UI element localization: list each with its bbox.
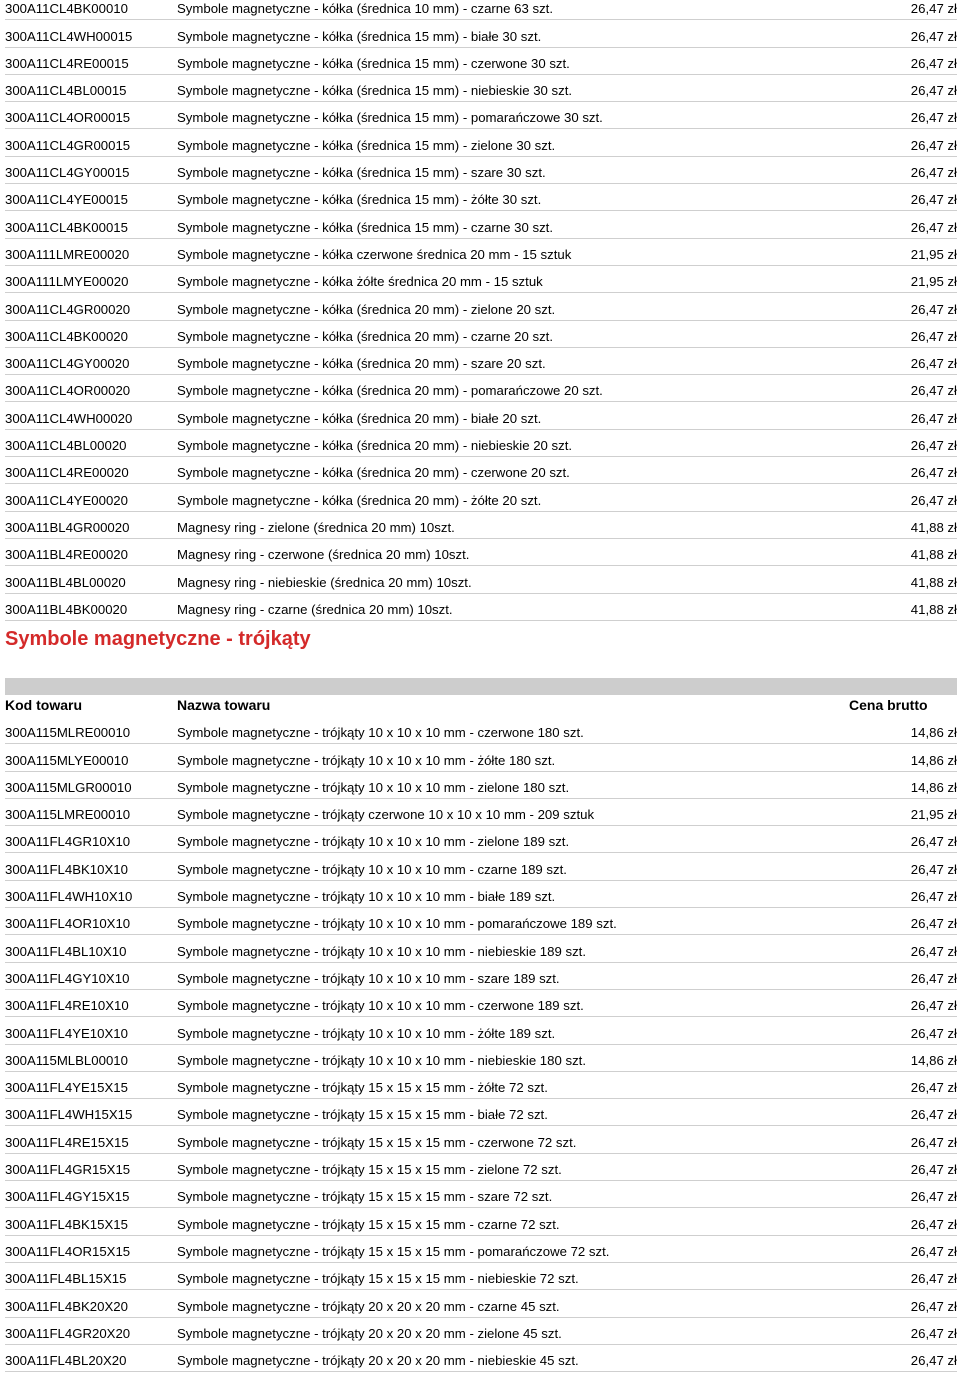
table-row	[5, 157, 957, 184]
product-name: Symbole magnetyczne - trójkąty 10 x 10 x 10 mm - czarne 189 szt.	[177, 861, 567, 877]
product-name: Symbole magnetyczne - kółka (średnica 20 mm) - zielone 20 szt.	[177, 301, 556, 317]
product-price: 21,95 zł	[910, 274, 957, 290]
product-price: 26,47 zł	[910, 1162, 957, 1178]
product-name: Symbole magnetyczne - trójkąty 15 x 15 x 15 mm - białe 72 szt.	[177, 1107, 548, 1123]
product-price: 26,47 zł	[910, 192, 957, 208]
product-name: Symbole magnetyczne - kółka (średnica 15 mm) - czarne 30 szt.	[177, 219, 553, 235]
table-row	[5, 1290, 957, 1317]
product-code: 300A111LMYE00020	[5, 274, 129, 290]
table-row	[5, 935, 957, 962]
product-price: 26,47 zł	[910, 301, 957, 317]
table-row	[5, 402, 957, 429]
product-code: 300A11CL4BL00015	[5, 83, 127, 99]
product-code: 300A11CL4BK00010	[5, 1, 128, 17]
product-code: 300A11FL4RE15X15	[5, 1134, 129, 1150]
product-price: 26,47 zł	[910, 219, 957, 235]
product-price: 14,86 zł	[910, 752, 957, 768]
product-price: 26,47 zł	[910, 492, 957, 508]
table-row	[5, 1208, 957, 1235]
table-row	[5, 908, 957, 935]
product-name: Symbole magnetyczne - trójkąty 15 x 15 x 15 mm - pomarańczowe 72 szt.	[177, 1243, 610, 1259]
product-name: Symbole magnetyczne - kółka (średnica 15 mm) - szare 30 szt.	[177, 165, 546, 181]
product-name: Symbole magnetyczne - kółka (średnica 15 mm) - białe 30 szt.	[177, 28, 542, 44]
table-row	[5, 772, 957, 799]
table-row	[5, 1045, 957, 1072]
product-price: 41,88 zł	[910, 574, 957, 590]
product-price: 26,47 zł	[910, 1271, 957, 1287]
product-code: 300A11CL4GY00015	[5, 165, 130, 181]
product-price: 26,47 zł	[910, 83, 957, 99]
table-row	[5, 239, 957, 266]
product-name: Symbole magnetyczne - kółka (średnica 15 mm) - żółte 30 szt.	[177, 192, 542, 208]
table-row	[5, 102, 957, 129]
product-name: Symbole magnetyczne - trójkąty 10 x 10 x 10 mm - czerwone 189 szt.	[177, 998, 584, 1014]
product-price: 14,86 zł	[910, 725, 957, 741]
table-row	[5, 0, 957, 20]
section-title-triangles: Symbole magnetyczne - trójkąty	[5, 628, 311, 650]
product-code: 300A11FL4GR20X20	[5, 1325, 131, 1341]
table-row	[5, 266, 957, 293]
table-row	[5, 1154, 957, 1181]
product-price: 26,47 zł	[910, 1080, 957, 1096]
product-code: 300A11CL4RE00020	[5, 465, 129, 481]
product-name: Magnesy ring - czarne (średnica 20 mm) 10szt.	[177, 601, 453, 617]
product-code: 300A11FL4GY15X15	[5, 1189, 130, 1205]
circles-price-table	[5, 0, 957, 621]
product-price: 14,86 zł	[910, 779, 957, 795]
product-name: Symbole magnetyczne - trójkąty 10 x 10 x 10 mm - zielone 180 szt.	[177, 779, 570, 795]
table-row	[5, 20, 957, 47]
product-code: 300A11FL4BK10X10	[5, 861, 128, 877]
product-price: 26,47 zł	[910, 410, 957, 426]
product-price: 26,47 zł	[910, 889, 957, 905]
product-code: 300A11FL4BK15X15	[5, 1216, 128, 1232]
product-price: 26,47 zł	[910, 328, 957, 344]
product-price: 26,47 zł	[910, 1216, 957, 1232]
product-name: Symbole magnetyczne - trójkąty 15 x 15 x 15 mm - zielone 72 szt.	[177, 1162, 562, 1178]
product-code: 300A11FL4YE10X10	[5, 1025, 128, 1041]
product-code: 300A11CL4WH00015	[5, 28, 133, 44]
table-row	[5, 990, 957, 1017]
product-code: 300A11BL4BK00020	[5, 601, 128, 617]
table-row	[5, 48, 957, 75]
product-price: 21,95 zł	[910, 246, 957, 262]
product-code: 300A11FL4WH10X10	[5, 889, 133, 905]
product-code: 300A11FL4OR15X15	[5, 1243, 131, 1259]
product-name: Symbole magnetyczne - kółka (średnica 20 mm) - żółte 20 szt.	[177, 492, 542, 508]
product-code: 300A11FL4GR15X15	[5, 1162, 131, 1178]
product-name: Symbole magnetyczne - kółka (średnica 20 mm) - białe 20 szt.	[177, 410, 542, 426]
product-code: 300A11FL4BK20X20	[5, 1298, 128, 1314]
product-code: 300A11FL4YE15X15	[5, 1080, 128, 1096]
header-code: Kod towaru	[5, 697, 82, 713]
product-code: 300A11FL4WH15X15	[5, 1107, 133, 1123]
product-price: 26,47 zł	[910, 1298, 957, 1314]
product-name: Symbole magnetyczne - trójkąty 15 x 15 x 15 mm - szare 72 szt.	[177, 1189, 553, 1205]
product-name: Symbole magnetyczne - trójkąty 15 x 15 x 15 mm - niebieskie 72 szt.	[177, 1271, 579, 1287]
product-name: Symbole magnetyczne - trójkąty 10 x 10 x 10 mm - żółte 189 szt.	[177, 1025, 556, 1041]
table-row	[5, 799, 957, 826]
product-price: 26,47 zł	[910, 998, 957, 1014]
table-row	[5, 484, 957, 511]
product-code: 300A111LMRE00020	[5, 246, 130, 262]
product-price: 26,47 zł	[910, 1189, 957, 1205]
product-price: 26,47 zł	[910, 165, 957, 181]
header-name: Nazwa towaru	[177, 697, 271, 713]
table-row	[5, 512, 957, 539]
product-code: 300A11BL4RE00020	[5, 547, 128, 563]
header-price: Cena brutto	[849, 697, 928, 713]
table-row	[5, 594, 957, 621]
product-price: 26,47 zł	[910, 1243, 957, 1259]
product-price: 26,47 zł	[910, 1, 957, 17]
product-price: 26,47 zł	[910, 1107, 957, 1123]
product-name: Symbole magnetyczne - trójkąty 10 x 10 x 10 mm - zielone 189 szt.	[177, 834, 570, 850]
product-name: Symbole magnetyczne - trójkąty 15 x 15 x 15 mm - czerwone 72 szt.	[177, 1134, 577, 1150]
product-code: 300A11CL4WH00020	[5, 410, 133, 426]
table-row	[5, 1099, 957, 1126]
table-row	[5, 1017, 957, 1044]
table-row	[5, 717, 957, 744]
product-price: 26,47 zł	[910, 356, 957, 372]
product-price: 26,47 zł	[910, 861, 957, 877]
table-row	[5, 881, 957, 908]
product-price: 26,47 zł	[910, 465, 957, 481]
table-row	[5, 375, 957, 402]
product-name: Symbole magnetyczne - trójkąty 15 x 15 x 15 mm - żółte 72 szt.	[177, 1080, 548, 1096]
product-name: Symbole magnetyczne - trójkąty 10 x 10 x 10 mm - szare 189 szt.	[177, 970, 560, 986]
product-code: 300A11BL4BL00020	[5, 574, 126, 590]
table-row	[5, 184, 957, 211]
product-code: 300A11FL4OR10X10	[5, 916, 131, 932]
product-name: Symbole magnetyczne - kółka (średnica 20 mm) - czerwone 20 szt.	[177, 465, 570, 481]
table-row	[5, 1072, 957, 1099]
product-price: 26,47 zł	[910, 916, 957, 932]
product-price: 26,47 zł	[910, 1134, 957, 1150]
product-price: 26,47 zł	[910, 1353, 957, 1369]
product-name: Symbole magnetyczne - kółka (średnica 15 mm) - czerwone 30 szt.	[177, 55, 570, 71]
product-price: 26,47 zł	[910, 943, 957, 959]
table-row	[5, 1236, 957, 1263]
table-row	[5, 853, 957, 880]
product-code: 300A11FL4BL20X20	[5, 1353, 127, 1369]
table-row	[5, 1263, 957, 1290]
product-code: 300A115MLRE00010	[5, 725, 131, 741]
product-price: 26,47 zł	[910, 970, 957, 986]
product-price: 26,47 zł	[910, 1025, 957, 1041]
product-price: 41,88 zł	[910, 547, 957, 563]
table-row	[5, 744, 957, 771]
product-code: 300A11CL4OR00020	[5, 383, 131, 399]
table-row	[5, 348, 957, 375]
product-name: Magnesy ring - czerwone (średnica 20 mm) 10szt.	[177, 547, 470, 563]
product-name: Symbole magnetyczne - kółka (średnica 15 mm) - zielone 30 szt.	[177, 137, 556, 153]
product-code: 300A115MLBL00010	[5, 1052, 128, 1068]
product-code: 300A11FL4BL10X10	[5, 943, 127, 959]
table-row	[5, 211, 957, 238]
product-name: Symbole magnetyczne - trójkąty 20 x 20 x 20 mm - zielone 45 szt.	[177, 1325, 562, 1341]
product-code: 300A11FL4BL15X15	[5, 1271, 127, 1287]
product-price: 14,86 zł	[910, 1052, 957, 1068]
product-name: Symbole magnetyczne - kółka (średnica 20 mm) - niebieskie 20 szt.	[177, 438, 573, 454]
product-code: 300A11CL4YE00015	[5, 192, 128, 208]
table-row	[5, 321, 957, 348]
table-row	[5, 963, 957, 990]
product-code: 300A11CL4BK00015	[5, 219, 128, 235]
product-name: Symbole magnetyczne - kółka czerwone średnica 20 mm - 15 sztuk	[177, 246, 572, 262]
product-name: Symbole magnetyczne - trójkąty czerwone 10 x 10 x 10 mm - 209 sztuk	[177, 807, 595, 823]
product-code: 300A115MLGR00010	[5, 779, 132, 795]
table-header-row	[5, 695, 957, 715]
product-name: Symbole magnetyczne - trójkąty 10 x 10 x 10 mm - białe 189 szt.	[177, 889, 556, 905]
product-name: Symbole magnetyczne - kółka żółte średnica 20 mm - 15 sztuk	[177, 274, 543, 290]
table-row	[5, 293, 957, 320]
product-name: Symbole magnetyczne - kółka (średnica 10 mm) - czarne 63 szt.	[177, 1, 553, 17]
product-price: 26,47 zł	[910, 55, 957, 71]
product-name: Symbole magnetyczne - kółka (średnica 20 mm) - pomarańczowe 20 szt.	[177, 383, 603, 399]
product-code: 300A11FL4GR10X10	[5, 834, 131, 850]
table-row	[5, 539, 957, 566]
product-price: 26,47 zł	[910, 110, 957, 126]
product-price: 41,88 zł	[910, 519, 957, 535]
table-row	[5, 457, 957, 484]
product-code: 300A115MLYE00010	[5, 752, 129, 768]
product-name: Symbole magnetyczne - trójkąty 10 x 10 x 10 mm - czerwone 180 szt.	[177, 725, 584, 741]
product-name: Symbole magnetyczne - kółka (średnica 15 mm) - niebieskie 30 szt.	[177, 83, 573, 99]
product-name: Symbole magnetyczne - trójkąty 10 x 10 x 10 mm - niebieskie 189 szt.	[177, 943, 586, 959]
product-name: Magnesy ring - zielone (średnica 20 mm) 10szt.	[177, 519, 455, 535]
product-code: 300A11CL4BL00020	[5, 438, 127, 454]
product-price: 26,47 zł	[910, 438, 957, 454]
table-row	[5, 129, 957, 156]
product-name: Symbole magnetyczne - trójkąty 20 x 20 x 20 mm - czarne 45 szt.	[177, 1298, 560, 1314]
product-name: Symbole magnetyczne - kółka (średnica 15 mm) - pomarańczowe 30 szt.	[177, 110, 603, 126]
product-name: Symbole magnetyczne - trójkąty 10 x 10 x 10 mm - niebieskie 180 szt.	[177, 1052, 586, 1068]
product-name: Symbole magnetyczne - trójkąty 10 x 10 x 10 mm - pomarańczowe 189 szt.	[177, 916, 617, 932]
product-code: 300A11CL4RE00015	[5, 55, 129, 71]
product-price: 26,47 zł	[910, 1325, 957, 1341]
product-price: 26,47 zł	[910, 137, 957, 153]
product-code: 300A11CL4GR00020	[5, 301, 131, 317]
product-code: 300A115LMRE00010	[5, 807, 131, 823]
product-name: Symbole magnetyczne - trójkąty 20 x 20 x 20 mm - niebieskie 45 szt.	[177, 1353, 579, 1369]
product-code: 300A11BL4GR00020	[5, 519, 130, 535]
product-name: Symbole magnetyczne - kółka (średnica 20 mm) - szare 20 szt.	[177, 356, 546, 372]
table-row	[5, 1318, 957, 1345]
product-price: 26,47 zł	[910, 834, 957, 850]
product-name: Magnesy ring - niebieskie (średnica 20 mm) 10szt.	[177, 574, 472, 590]
product-code: 300A11FL4RE10X10	[5, 998, 129, 1014]
product-name: Symbole magnetyczne - trójkąty 10 x 10 x 10 mm - żółte 180 szt.	[177, 752, 556, 768]
table-row	[5, 1345, 957, 1372]
triangles-price-table	[5, 717, 957, 1372]
table-row	[5, 1126, 957, 1153]
product-name: Symbole magnetyczne - trójkąty 15 x 15 x 15 mm - czarne 72 szt.	[177, 1216, 560, 1232]
product-price: 26,47 zł	[910, 28, 957, 44]
table-row	[5, 1181, 957, 1208]
product-code: 300A11CL4GR00015	[5, 137, 131, 153]
product-code: 300A11CL4YE00020	[5, 492, 128, 508]
table-row	[5, 566, 957, 593]
product-code: 300A11CL4GY00020	[5, 356, 130, 372]
product-price: 21,95 zł	[910, 807, 957, 823]
table-row	[5, 75, 957, 102]
table-row	[5, 430, 957, 457]
table-row	[5, 826, 957, 853]
product-code: 300A11FL4GY10X10	[5, 970, 130, 986]
product-price: 26,47 zł	[910, 383, 957, 399]
product-price: 41,88 zł	[910, 601, 957, 617]
product-code: 300A11CL4OR00015	[5, 110, 131, 126]
product-code: 300A11CL4BK00020	[5, 328, 128, 344]
product-name: Symbole magnetyczne - kółka (średnica 20 mm) - czarne 20 szt.	[177, 328, 553, 344]
